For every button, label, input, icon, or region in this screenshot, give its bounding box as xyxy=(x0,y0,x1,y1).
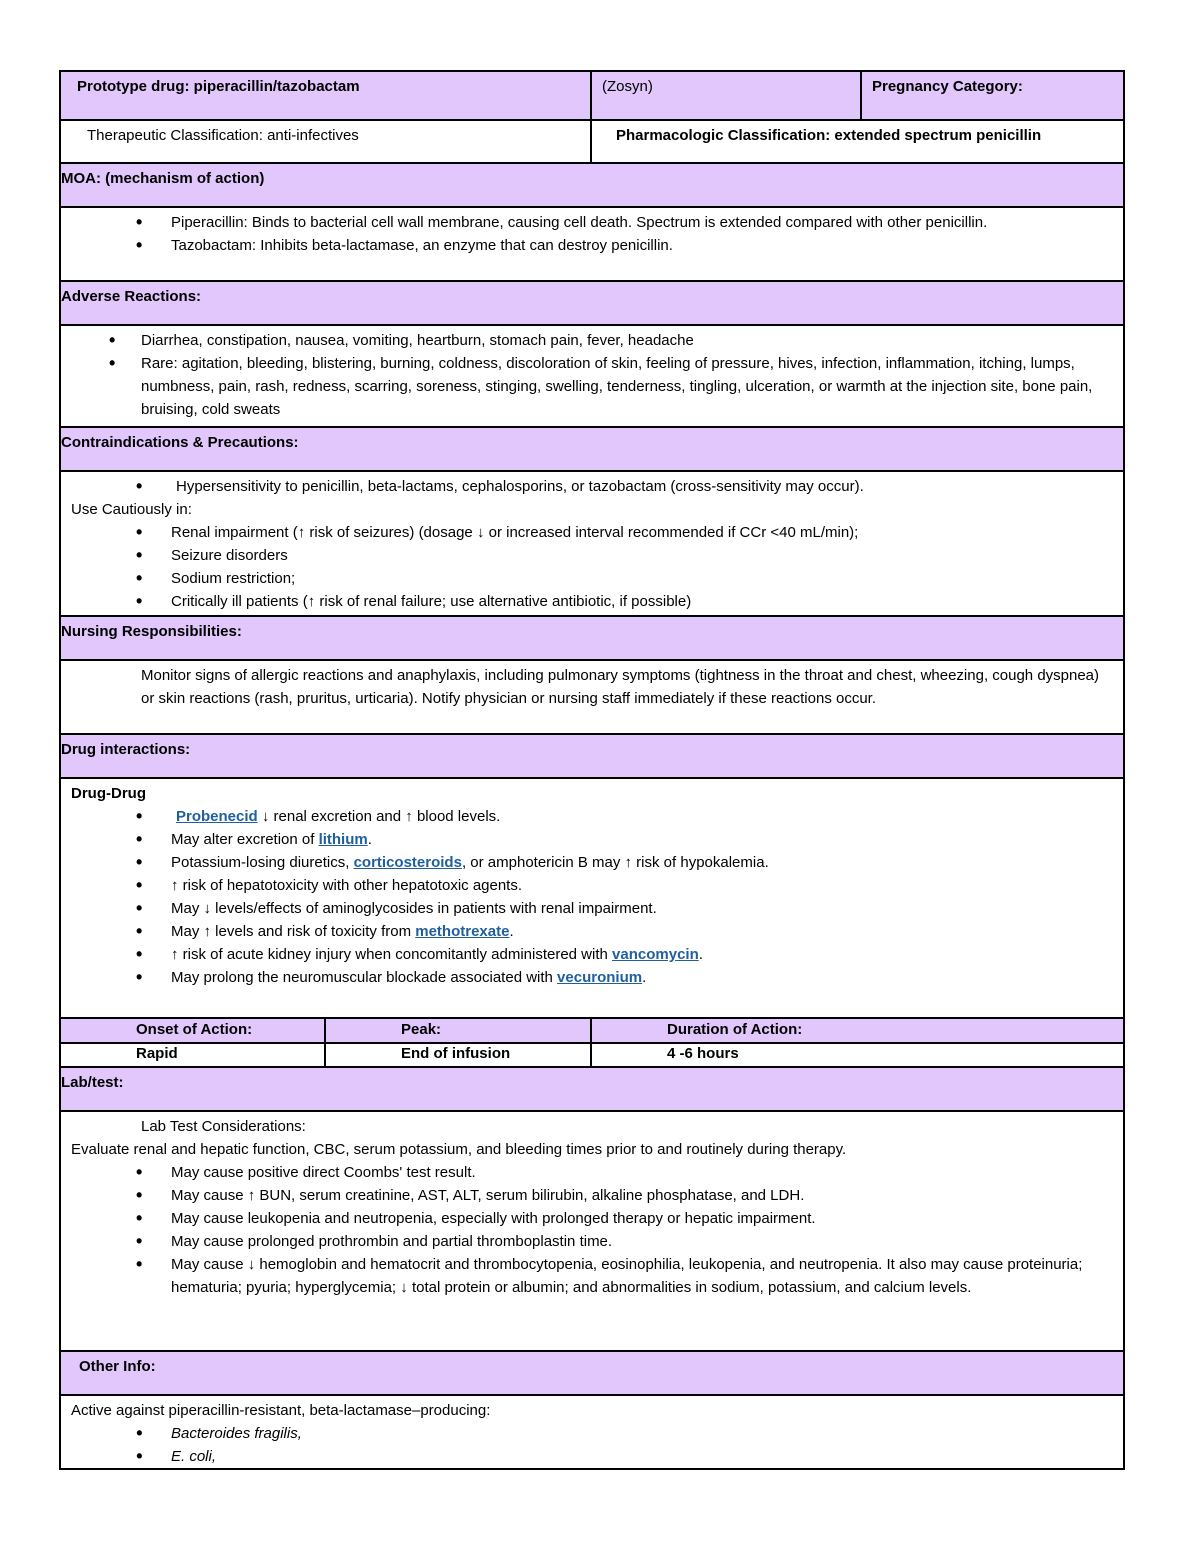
moa-header xyxy=(60,163,1124,207)
therapeutic-label: Therapeutic Classification: xyxy=(87,127,263,144)
contra-list xyxy=(61,475,1111,498)
probenecid-link[interactable]: Probenecid xyxy=(176,808,258,825)
peak-value-cell xyxy=(325,1043,591,1067)
moa-body xyxy=(60,207,1124,281)
list-item: • ↑ risk of hepatotoxicity with other hepatotoxic agents. xyxy=(61,874,1111,897)
onset-value: Rapid xyxy=(136,1045,178,1062)
moa-title: MOA: (mechanism of action) xyxy=(61,170,265,187)
duration-value: 4 -6 hours xyxy=(667,1045,739,1062)
list-item: • Diarrhea, constipation, nausea, vomiting, heartburn, stomach pain, fever, headache xyxy=(61,329,1111,352)
list-item: • ↑ risk of acute kidney injury when concomitantly administered with vancomycin. xyxy=(61,943,1111,966)
brand-cell xyxy=(591,71,861,120)
lab-body xyxy=(60,1111,1124,1351)
list-item: • Renal impairment (↑ risk of seizures) (dosage ↓ or increased interval recommended if CCr <40 mL/min); xyxy=(61,521,1111,544)
nursing-header xyxy=(60,616,1124,660)
methotrexate-link[interactable]: methotrexate xyxy=(415,923,510,940)
brand-name: (Zosyn) xyxy=(602,78,653,95)
prototype-cell xyxy=(60,71,591,120)
pregnancy-label: Pregnancy Category: xyxy=(872,78,1023,95)
other-intro: Active against piperacillin-resistant, beta-lactamase–producing: xyxy=(71,1402,491,1419)
pharmacologic-cell xyxy=(591,120,1124,163)
vecuronium-link[interactable]: vecuronium xyxy=(557,969,643,986)
list-item: • May alter excretion of lithium. xyxy=(61,828,1111,851)
list-item: • Hypersensitivity to penicillin, beta-lactams, cephalosporins, or tazobactam (cross-sensitivity may occur). xyxy=(61,475,1111,498)
list-item: • Tazobactam: Inhibits beta-lactamase, an enzyme that can destroy penicillin. xyxy=(61,234,1111,257)
list-item: • Sodium restriction; xyxy=(61,567,1111,590)
list-item: • Piperacillin: Binds to bacterial cell wall membrane, causing cell death. Spectrum is extended compared with other penicillin. xyxy=(61,211,1111,234)
peak-label: Peak: xyxy=(401,1021,442,1038)
interactions-subtitle: Drug-Drug xyxy=(71,785,146,802)
lithium-link[interactable]: lithium xyxy=(318,831,368,848)
contra-header xyxy=(60,427,1124,471)
lab-list xyxy=(61,1161,1111,1299)
pharmacologic-label: Pharmacologic Classification: xyxy=(616,127,831,144)
prototype-value: piperacillin/tazobactam xyxy=(193,78,360,95)
interactions-list xyxy=(61,805,1111,989)
drug-card xyxy=(59,70,1123,1470)
caution-label: Use Cautiously in: xyxy=(71,501,192,518)
adverse-list xyxy=(61,329,1111,421)
nursing-text: Monitor signs of allergic reactions and anaphylaxis, including pulmonary symptoms (tightness in the throat and chest, wheezing, cough dyspnea) or skin reactions (rash, pruritus, urticaria). Notify physician or nursing staff immediately if these reactions occur. xyxy=(141,667,1100,707)
interactions-title: Drug interactions: xyxy=(61,741,191,758)
list-item: • Critically ill patients (↑ risk of renal failure; use alternative antibiotic, if possible) xyxy=(61,590,1111,613)
list-item: • May ↓ levels/effects of aminoglycosides in patients with renal impairment. xyxy=(61,897,1111,920)
caution-list xyxy=(61,521,1111,613)
list-item: • May prolong the neuromuscular blockade associated with vecuronium. xyxy=(61,966,1111,989)
interactions-header xyxy=(60,734,1124,778)
list-item: • E. coli, xyxy=(61,1445,1111,1468)
list-item: • May ↑ levels and risk of toxicity from methotrexate. xyxy=(61,920,1111,943)
vancomycin-link[interactable]: vancomycin xyxy=(612,946,699,963)
therapeutic-cell xyxy=(60,120,591,163)
other-title: Other Info: xyxy=(79,1358,156,1375)
prototype-label: Prototype drug: xyxy=(77,78,190,95)
lab-subtitle: Lab Test Considerations: xyxy=(141,1118,306,1135)
list-item: • Seizure disorders xyxy=(61,544,1111,567)
corticosteroids-link[interactable]: corticosteroids xyxy=(353,854,462,871)
nursing-title: Nursing Responsibilities: xyxy=(61,623,242,640)
duration-value-cell xyxy=(591,1043,1124,1067)
list-item: • May cause positive direct Coombs' test result. xyxy=(61,1161,1111,1184)
other-body xyxy=(60,1395,1124,1469)
onset-header xyxy=(60,1018,325,1043)
peak-header xyxy=(325,1018,591,1043)
list-item: • Potassium-losing diuretics, corticosteroids, or amphotericin B may ↑ risk of hypokalemia. xyxy=(61,851,1111,874)
adverse-header xyxy=(60,281,1124,325)
duration-label: Duration of Action: xyxy=(667,1021,803,1038)
list-item: • May cause ↓ hemoglobin and hematocrit and thrombocytopenia, eosinophilia, leukopenia, and neutropenia. It also may cause proteinuria; hematuria; pyuria; hyperglycemia; ↓ total protein or albumin; and abnormalities in sodium, potassium, and calcium levels. xyxy=(61,1253,1111,1299)
contra-title: Contraindications & Precautions: xyxy=(61,434,299,451)
contra-body xyxy=(60,471,1124,616)
list-item: • Bacteroides fragilis, xyxy=(61,1422,1111,1445)
list-item: • May cause leukopenia and neutropenia, especially with prolonged therapy or hepatic impairment. xyxy=(61,1207,1111,1230)
peak-value: End of infusion xyxy=(401,1045,511,1062)
lab-header xyxy=(60,1067,1124,1111)
adverse-title: Adverse Reactions: xyxy=(61,288,202,305)
onset-value-cell xyxy=(60,1043,325,1067)
pharmacologic-value: extended spectrum penicillin xyxy=(834,127,1042,144)
list-item: • Rare: agitation, bleeding, blistering, burning, coldness, discoloration of skin, feeling of pressure, hives, infection, inflammation, itching, lumps, numbness, pain, rash, redness, scarring, soreness, stinging, swelling, tenderness, tingling, ulceration, or warmth at the injection site, bone pain, bruising, cold sweats xyxy=(61,352,1111,421)
other-list xyxy=(61,1422,1111,1468)
nursing-body xyxy=(60,660,1124,734)
other-header xyxy=(60,1351,1124,1395)
therapeutic-value: anti-infectives xyxy=(267,127,359,144)
lab-intro: Evaluate renal and hepatic function, CBC, serum potassium, and bleeding times prior to and routinely during therapy. xyxy=(71,1141,847,1158)
lab-title: Lab/test: xyxy=(61,1074,124,1091)
adverse-body xyxy=(60,325,1124,427)
moa-list xyxy=(61,211,1111,257)
list-item: • May cause prolonged prothrombin and partial thromboplastin time. xyxy=(61,1230,1111,1253)
interactions-body xyxy=(60,778,1124,1018)
list-item: • Probenecid ↓ renal excretion and ↑ blood levels. xyxy=(61,805,1111,828)
list-item: • May cause ↑ BUN, serum creatinine, AST, ALT, serum bilirubin, alkaline phosphatase, and LDH. xyxy=(61,1184,1111,1207)
pregnancy-cell xyxy=(861,71,1124,120)
duration-header xyxy=(591,1018,1124,1043)
drug-card-table xyxy=(59,70,1125,1470)
onset-label: Onset of Action: xyxy=(136,1021,253,1038)
